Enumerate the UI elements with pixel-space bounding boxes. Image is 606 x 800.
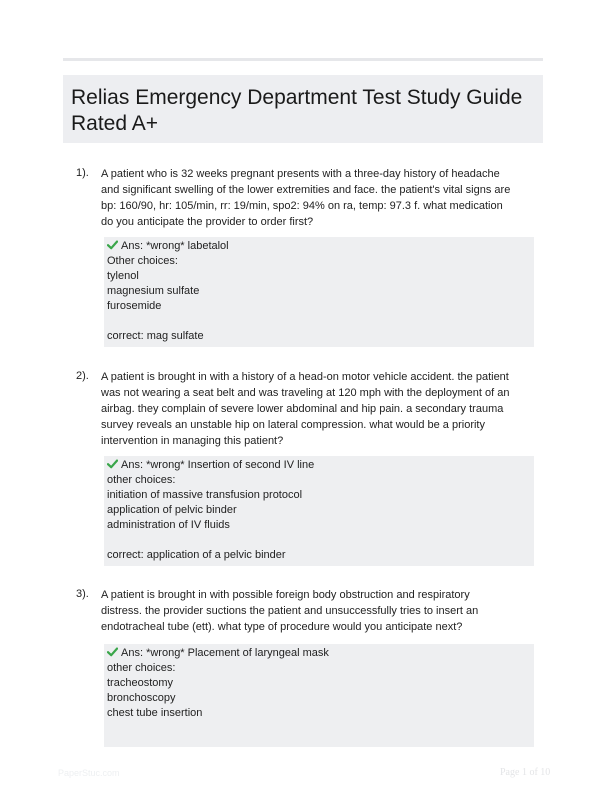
choice-item: magnesium sulfate	[107, 285, 200, 297]
question-text: A patient who is 32 weeks pregnant presents with a three-day history of headache and significant swelling of the lower extremities and face. the patient's vital signs are bp: 160/90, hr: 105/min, rr: 19/min, spo2: 94% on ra, temp: 97.3 f. what medication do you anticipate the provider to order first?	[101, 168, 511, 228]
question-text: A patient is brought in with possible foreign body obstruction and respiratory distress. the provider suctions the patient and unsuccessfully tries to insert an endotracheal tube (ett). what type of procedure would you anticipate next?	[101, 589, 479, 633]
choice-item: application of pelvic binder	[107, 504, 237, 516]
answer-text: Ans: *wrong* labetalol	[121, 240, 229, 252]
title-banner	[63, 75, 543, 143]
choices-label: other choices:	[107, 662, 176, 674]
choices-label: other choices:	[107, 474, 176, 486]
choice-item: tracheostomy	[107, 677, 174, 689]
checkmark-icon	[107, 459, 118, 469]
checkmark-icon	[107, 647, 118, 657]
choice-item: administration of IV fluids	[107, 519, 230, 531]
answer-text: Ans: *wrong* Insertion of second IV line	[121, 459, 315, 471]
answer-box	[104, 644, 534, 747]
page-number: Page 1 of 10	[500, 767, 551, 778]
footer-watermark: PaperStuc.com	[58, 768, 120, 778]
choice-item: bronchoscopy	[107, 692, 176, 704]
question-text: A patient is brought in with a history of a head-on motor vehicle accident. the patient was not wearing a seat belt and was traveling at 120 mph with the deployment of an airbag. they complain of severe lower abdominal and hip pain. a secondary trauma survey reveals an unstable hip on lateral compression. what would be a priority intervention in managing this patient?	[101, 371, 510, 447]
answer-box	[104, 237, 534, 347]
answer-box	[104, 456, 534, 566]
choice-item: furosemide	[107, 300, 162, 312]
choice-item: initiation of massive transfusion protocol	[107, 489, 303, 501]
question-number: 1).	[76, 167, 89, 179]
question-number: 3).	[76, 588, 89, 600]
choice-item: chest tube insertion	[107, 707, 203, 719]
page-title: Relias Emergency Department Test Study Guide Rated A+	[71, 86, 523, 135]
question-number: 2).	[76, 370, 89, 382]
top-divider	[63, 58, 543, 61]
choice-item: tylenol	[107, 270, 139, 282]
correct-answer: correct: mag sulfate	[107, 330, 204, 342]
answer-text: Ans: *wrong* Placement of laryngeal mask	[121, 647, 329, 659]
correct-answer: correct: application of a pelvic binder	[107, 549, 286, 561]
choices-label: Other choices:	[107, 255, 178, 267]
checkmark-icon	[107, 240, 118, 250]
